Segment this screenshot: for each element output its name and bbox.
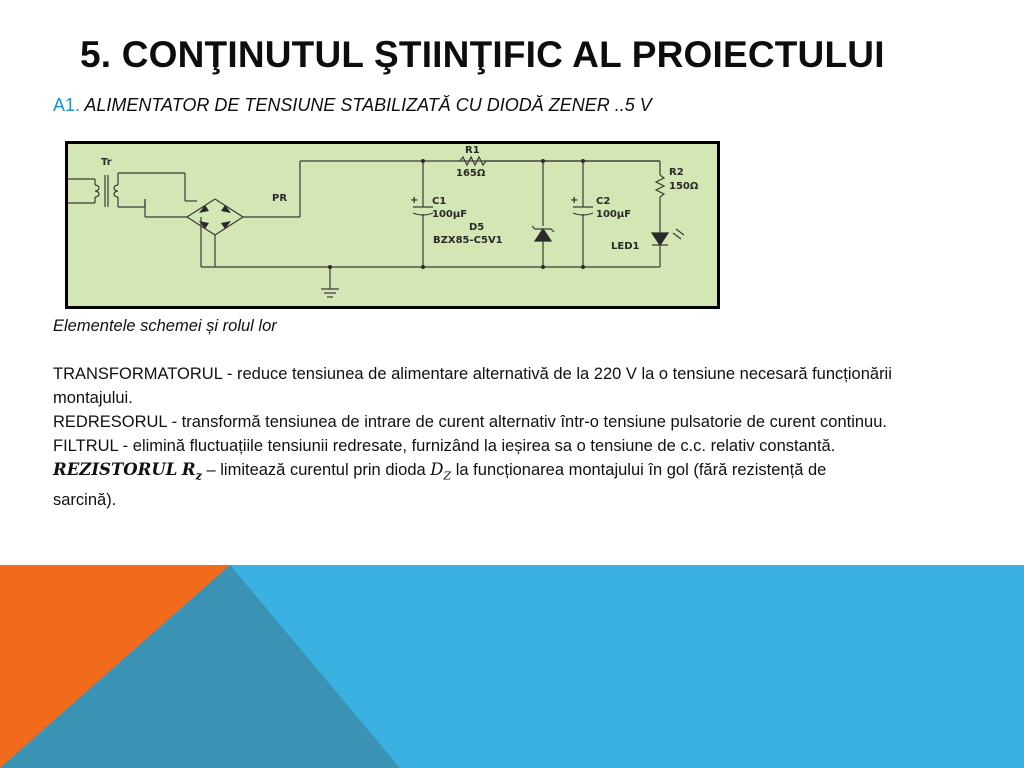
led-label: LED1	[611, 241, 640, 252]
item-redresor	[53, 410, 893, 434]
rezistor-desc-2: la funcționarea montajului în gol (fără rezistență de sarcină).	[53, 461, 827, 510]
d5-label: D5	[469, 222, 485, 233]
d5-value: BZX85-C5V1	[433, 235, 503, 246]
section-number: A1.	[53, 95, 81, 115]
item-rezistor	[53, 458, 893, 512]
diode-symbol-sub: Z	[443, 469, 452, 483]
c2-value: 100μF	[596, 209, 632, 220]
item-desc: elimină fluctuațiile tensiunii redresate, furnizând la ieșirea sa o tensiune de c.c. relativ constantă.	[132, 437, 836, 455]
circuit-diagram	[65, 141, 720, 309]
item-desc: transformă tensiunea de intrare de curent alternativ într-o tensiune pulsatorie de curent continuu.	[181, 413, 887, 431]
r1-value: 165Ω	[456, 168, 486, 179]
c1-value: 100μF	[432, 209, 468, 220]
elements-heading: Elementele schemei și rolul lor	[53, 317, 277, 335]
slide-body	[53, 314, 893, 512]
rezistor-symbol-sub: z	[195, 469, 202, 483]
c1-label: C1	[432, 196, 447, 207]
item-term: FILTRUL	[53, 437, 119, 455]
c1-plus: +	[410, 195, 419, 206]
r1-label: R1	[465, 145, 480, 156]
rezistor-symbol	[181, 460, 202, 483]
item-term: TRANSFORMATORUL	[53, 365, 223, 383]
item-separator: -	[118, 437, 133, 455]
section-title: ALIMENTATOR DE TENSIUNE STABILIZATĂ CU DIODĂ ZENER ..5 V	[84, 95, 652, 115]
diode-symbol-letter: D	[430, 460, 444, 479]
rezistor-desc-1: limitează curentul prin dioda	[220, 461, 431, 479]
rezistor-term: REZISTORUL	[53, 460, 178, 479]
diode-symbol	[430, 460, 452, 483]
item-desc: reduce tensiunea de alimentare alternativă de la 220 V la o tensiune necesară funcționării montajului.	[53, 365, 892, 407]
circuit-background	[67, 143, 719, 308]
item-separator: -	[222, 365, 237, 383]
section-subtitle	[53, 95, 652, 116]
rezistor-dash: –	[201, 461, 221, 479]
c2-plus: +	[570, 195, 579, 206]
tr-label: Tr	[101, 157, 112, 168]
item-transformator	[53, 362, 893, 410]
r2-label: R2	[669, 167, 684, 178]
slide-title: 5. CONŢINUTUL ŞTIINŢIFIC AL PROIECTULUI	[80, 34, 885, 75]
c2-label: C2	[596, 196, 611, 207]
pr-label: PR	[272, 193, 288, 204]
rezistor-symbol-letter: R	[181, 460, 196, 479]
r2-value: 150Ω	[669, 181, 699, 192]
item-separator: -	[167, 413, 182, 431]
footer-decoration	[0, 565, 1024, 768]
item-filtru	[53, 434, 893, 458]
item-term: REDRESORUL	[53, 413, 167, 431]
